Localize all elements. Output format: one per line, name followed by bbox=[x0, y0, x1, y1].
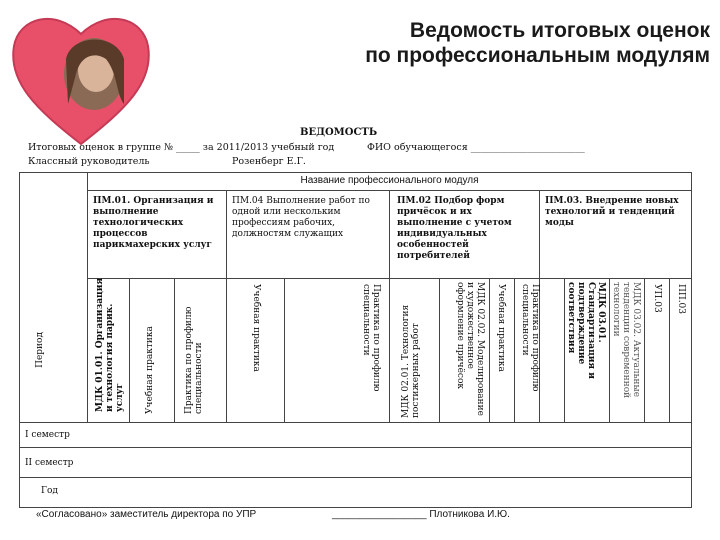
row-semester-1: I семестр bbox=[25, 430, 70, 440]
period-label: Период bbox=[35, 332, 45, 368]
class-teacher-label: Классный руководитель bbox=[28, 156, 150, 167]
module-name-header: Название профессионального модуля bbox=[300, 175, 479, 186]
row-year: Год bbox=[41, 486, 58, 496]
sub-col-pm01-profile: Практика по профилю специальности bbox=[184, 306, 204, 414]
sub-col-mdk0101: МДК 01.01. Организация и технология парик. услуг bbox=[95, 277, 125, 412]
sub-col-pm04-practice: Учебная практика bbox=[251, 284, 261, 372]
sub-col-pm01-practice: Учебная практика bbox=[145, 326, 155, 414]
row-semester-2: II семестр bbox=[25, 458, 74, 468]
grades-table bbox=[19, 172, 692, 508]
footer-approved: «Согласовано» заместитель директора по УПР bbox=[36, 509, 257, 520]
sub-col-mdk0201: МДК 02.01. Технология постижерных работ bbox=[401, 304, 421, 418]
sub-col-pp03: ПП.03 bbox=[676, 284, 686, 315]
sub-col-mdk0202: МДК 02.02. Моделирование и художественное оформление причёсок bbox=[455, 282, 485, 416]
sub-col-mdk0302: МДК 03.02. Актуальные тенденции современной технологии bbox=[611, 282, 641, 399]
student-name-line: ФИО обучающегося ________________________ bbox=[367, 142, 585, 153]
sub-col-mdk0301: МДК 03.01. Стандартизация и подтверждение соответствия bbox=[566, 282, 606, 379]
title-line-2: по профессиональным модулям bbox=[365, 44, 710, 67]
group-line: Итоговых оценок в группе № _____ за 2011/2013 учебный год bbox=[28, 142, 335, 153]
pm03-header: ПМ.03. Внедрение новых технологий и тенденций моды bbox=[545, 196, 679, 228]
pm02-header: ПМ.02 Подбор форм причёсок и их выполнение с учетом индивидуальных особенностей потребителей bbox=[397, 196, 512, 261]
class-teacher-name: Розенберг Е.Г. bbox=[232, 156, 306, 167]
footer-signature: _________________ Плотникова И.Ю. bbox=[332, 509, 510, 520]
sub-col-pm02-practice: Учебная практика bbox=[496, 284, 506, 372]
sub-col-pm02-profile: Практика по профилю специальности bbox=[520, 284, 540, 392]
sub-col-up03: УП.03 bbox=[652, 284, 662, 313]
pm01-header: ПМ.01. Организация и выполнение технологических процессов парикмахерских услуг bbox=[93, 196, 214, 250]
sub-col-pm04-profile: Практика по профилю специальности bbox=[361, 284, 381, 392]
slide-title bbox=[280, 18, 710, 68]
heart-photo-frame bbox=[6, 4, 156, 154]
document-heading: ВЕДОМОСТЬ bbox=[300, 127, 378, 138]
title-line-1: Ведомость итоговых оценок bbox=[409, 19, 710, 42]
pm04-header: ПМ.04 Выполнение работ по одной или нескольким профессиям рабочих, должностям служащих bbox=[232, 196, 370, 239]
